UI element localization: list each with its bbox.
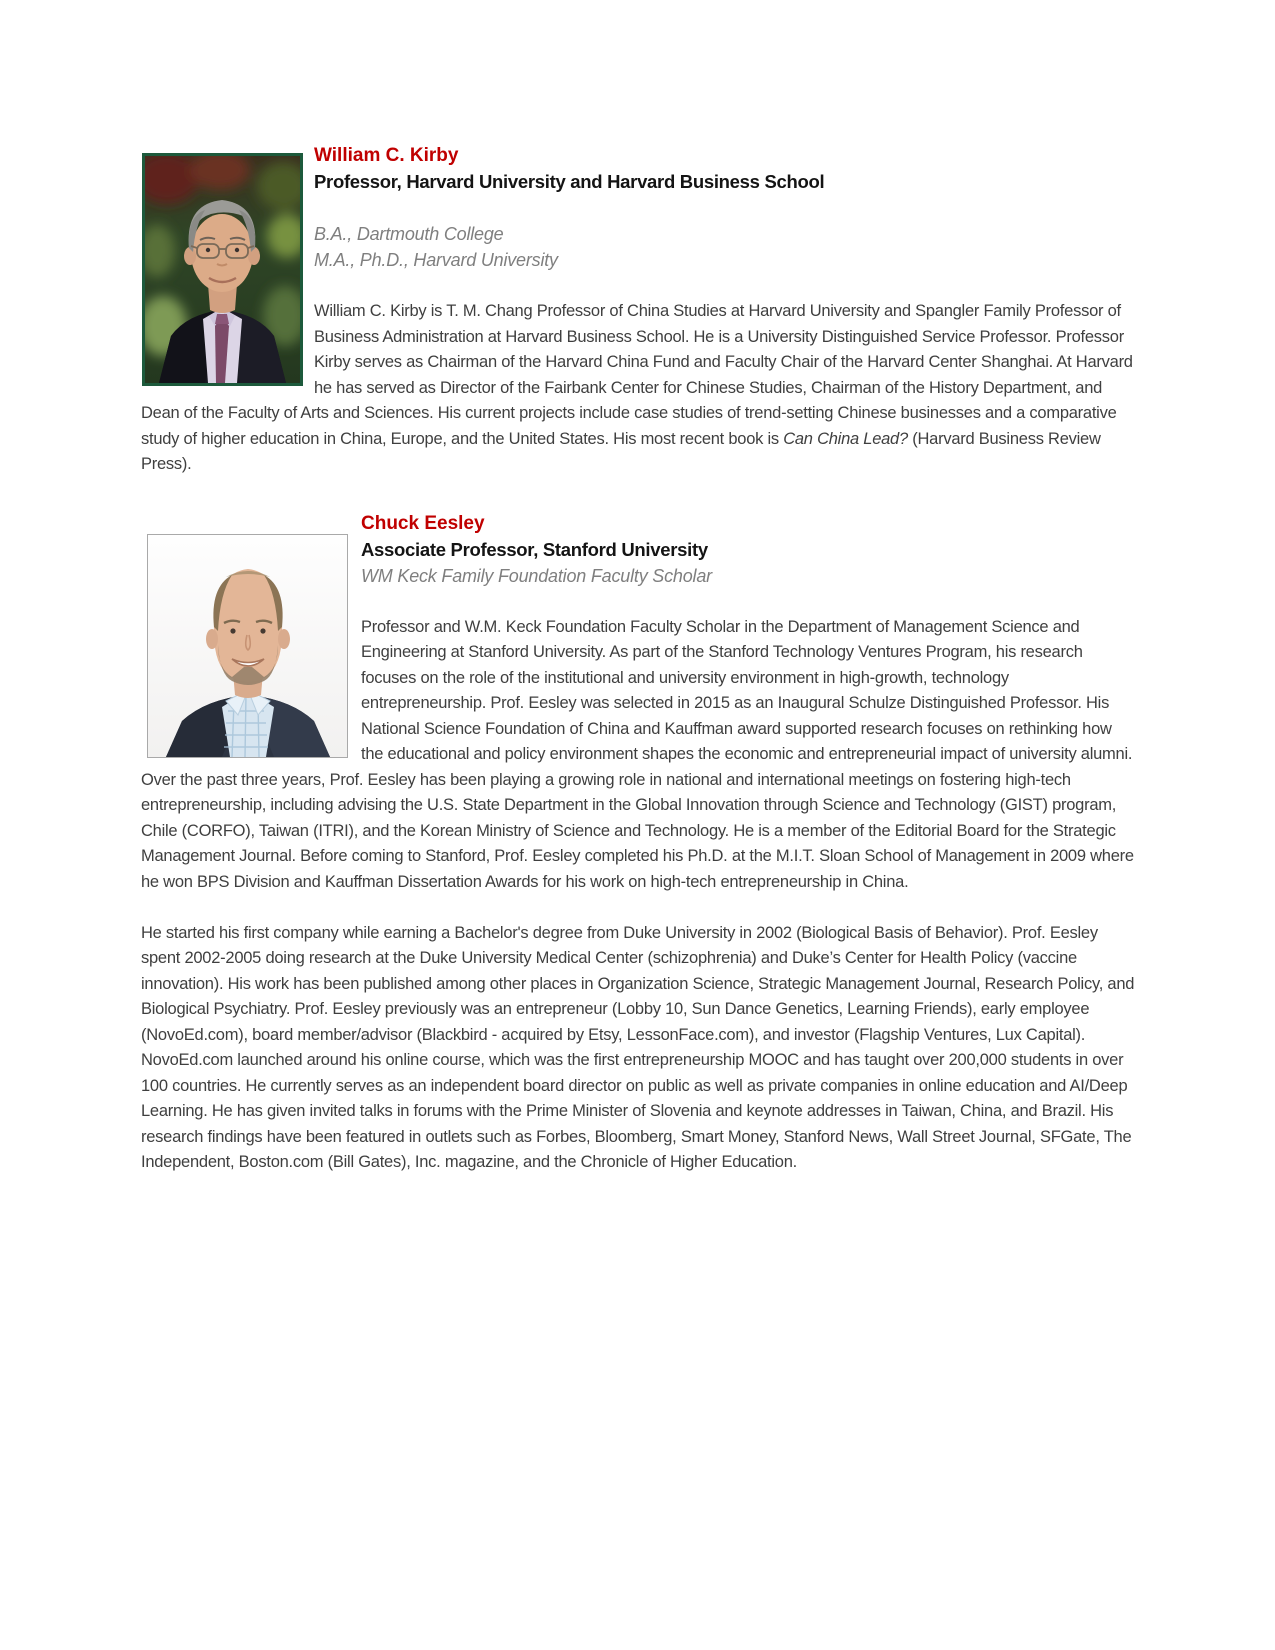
eesley-portrait-illustration bbox=[148, 535, 347, 757]
eesley-portrait-photo bbox=[147, 534, 348, 758]
kirby-bio-book-title: Can China Lead? bbox=[783, 429, 908, 448]
kirby-bio-text-after: (Harvard Business Review Press). bbox=[141, 429, 1101, 473]
degree-line-2: M.A., Ph.D., Harvard University bbox=[314, 250, 558, 270]
kirby-bio-text-before: William C. Kirby is T. M. Chang Professor of China Studies at Harvard University and Spangler Family Professor of Business Administration at Harvard Business School. He is a University Distinguished Service Professor. Professor Kirby serves as Chairman of the Harvard China Fund and Faculty Chair of the Harvard Center Shanghai. At Harvard he has served as Director of the Fairbank Center for Chinese Studies, Chairman of the History Department, and Dean of the Faculty of Arts and Sciences. His current projects include case studies of trend-setting Chinese businesses and a comparative study of higher education in China, Europe, and the United States. His most recent book is bbox=[141, 302, 1133, 448]
degree-line-1: B.A., Dartmouth College bbox=[314, 224, 504, 244]
person-title: Associate Professor, Stanford University bbox=[361, 538, 708, 560]
document-content bbox=[141, 143, 1135, 1176]
bio-section-chuck-eesley bbox=[141, 511, 1135, 1176]
person-name: Chuck Eesley bbox=[361, 512, 485, 534]
kirby-portrait-illustration bbox=[145, 156, 300, 383]
kirby-portrait-photo bbox=[142, 153, 303, 386]
eesley-bio-paragraph-1: Professor and W.M. Keck Foundation Faculty Scholar in the Department of Management Science and Engineering at Stanford University. As part of the Stanford Technology Ventures Program, his research focuses on the role of the institutional and university environment in high-growth, technology entrepreneurship. Prof. Eesley was selected in 2015 as an Inaugural Schulze Distinguished Professor. His National Science Foundation of China and Kauffman award supported research focuses on rethinking how the educational and policy environment shapes the economic and entrepreneurial impact of university alumni. Over the past three years, Prof. Eesley has been playing a growing role in national and international meetings on fostering high-tech entrepreneurship, including advising the U.S. State Department in the Global Innovation through Science and Technology (GIST) program, Chile (CORFO), Taiwan (ITRI), and the Korean Ministry of Science and Technology. He is a member of the Editorial Board for the Strategic Management Journal. Before coming to Stanford, Prof. Eesley completed his Ph.D. at the M.I.T. Sloan School of Management in 2009 where he won BPS Division and Kauffman Dissertation Awards for his work on high-tech entrepreneurship in China. bbox=[141, 617, 1134, 891]
person-subtitle: WM Keck Family Foundation Faculty Scholar bbox=[361, 565, 712, 586]
person-name: William C. Kirby bbox=[314, 145, 459, 166]
person-title: Professor, Harvard University and Harvard Business School bbox=[314, 171, 825, 192]
bio-section-william-kirby bbox=[141, 143, 1135, 478]
eesley-bio-paragraph-2: He started his first company while earning a Bachelor's degree from Duke University in 2002 (Biological Basis of Behavior). Prof. Eesley spent 2002-2005 doing research at the Duke University Medical Center (schizophrenia) and Duke’s Center for Health Policy (vaccine innovation). His work has been published among other places in Organization Science, Strategic Management Journal, Research Policy, and Biological Psychiatry. Prof. Eesley previously was an entrepreneur (Lobby 10, Sun Dance Genetics, Learning Friends), early employee (NovoEd.com), board member/advisor (Blackbird - acquired by Etsy, LessonFace.com), and investor (Flagship Ventures, Lux Capital). NovoEd.com launched around his online course, which was the first entrepreneurship MOOC and has taught over 200,000 students in over 100 countries. He currently serves as an independent board director on public as well as private companies in online education and AI/Deep Learning. He has given invited talks in forums with the Prime Minister of Slovenia and keynote addresses in Taiwan, China, and Brazil. His research findings have been featured in outlets such as Forbes, Bloomberg, Smart Money, Stanford News, Wall Street Journal, SFGate, The Independent, Boston.com (Bill Gates), Inc. magazine, and the Chronicle of Higher Education. bbox=[141, 923, 1135, 1171]
section-gap bbox=[141, 478, 1135, 511]
